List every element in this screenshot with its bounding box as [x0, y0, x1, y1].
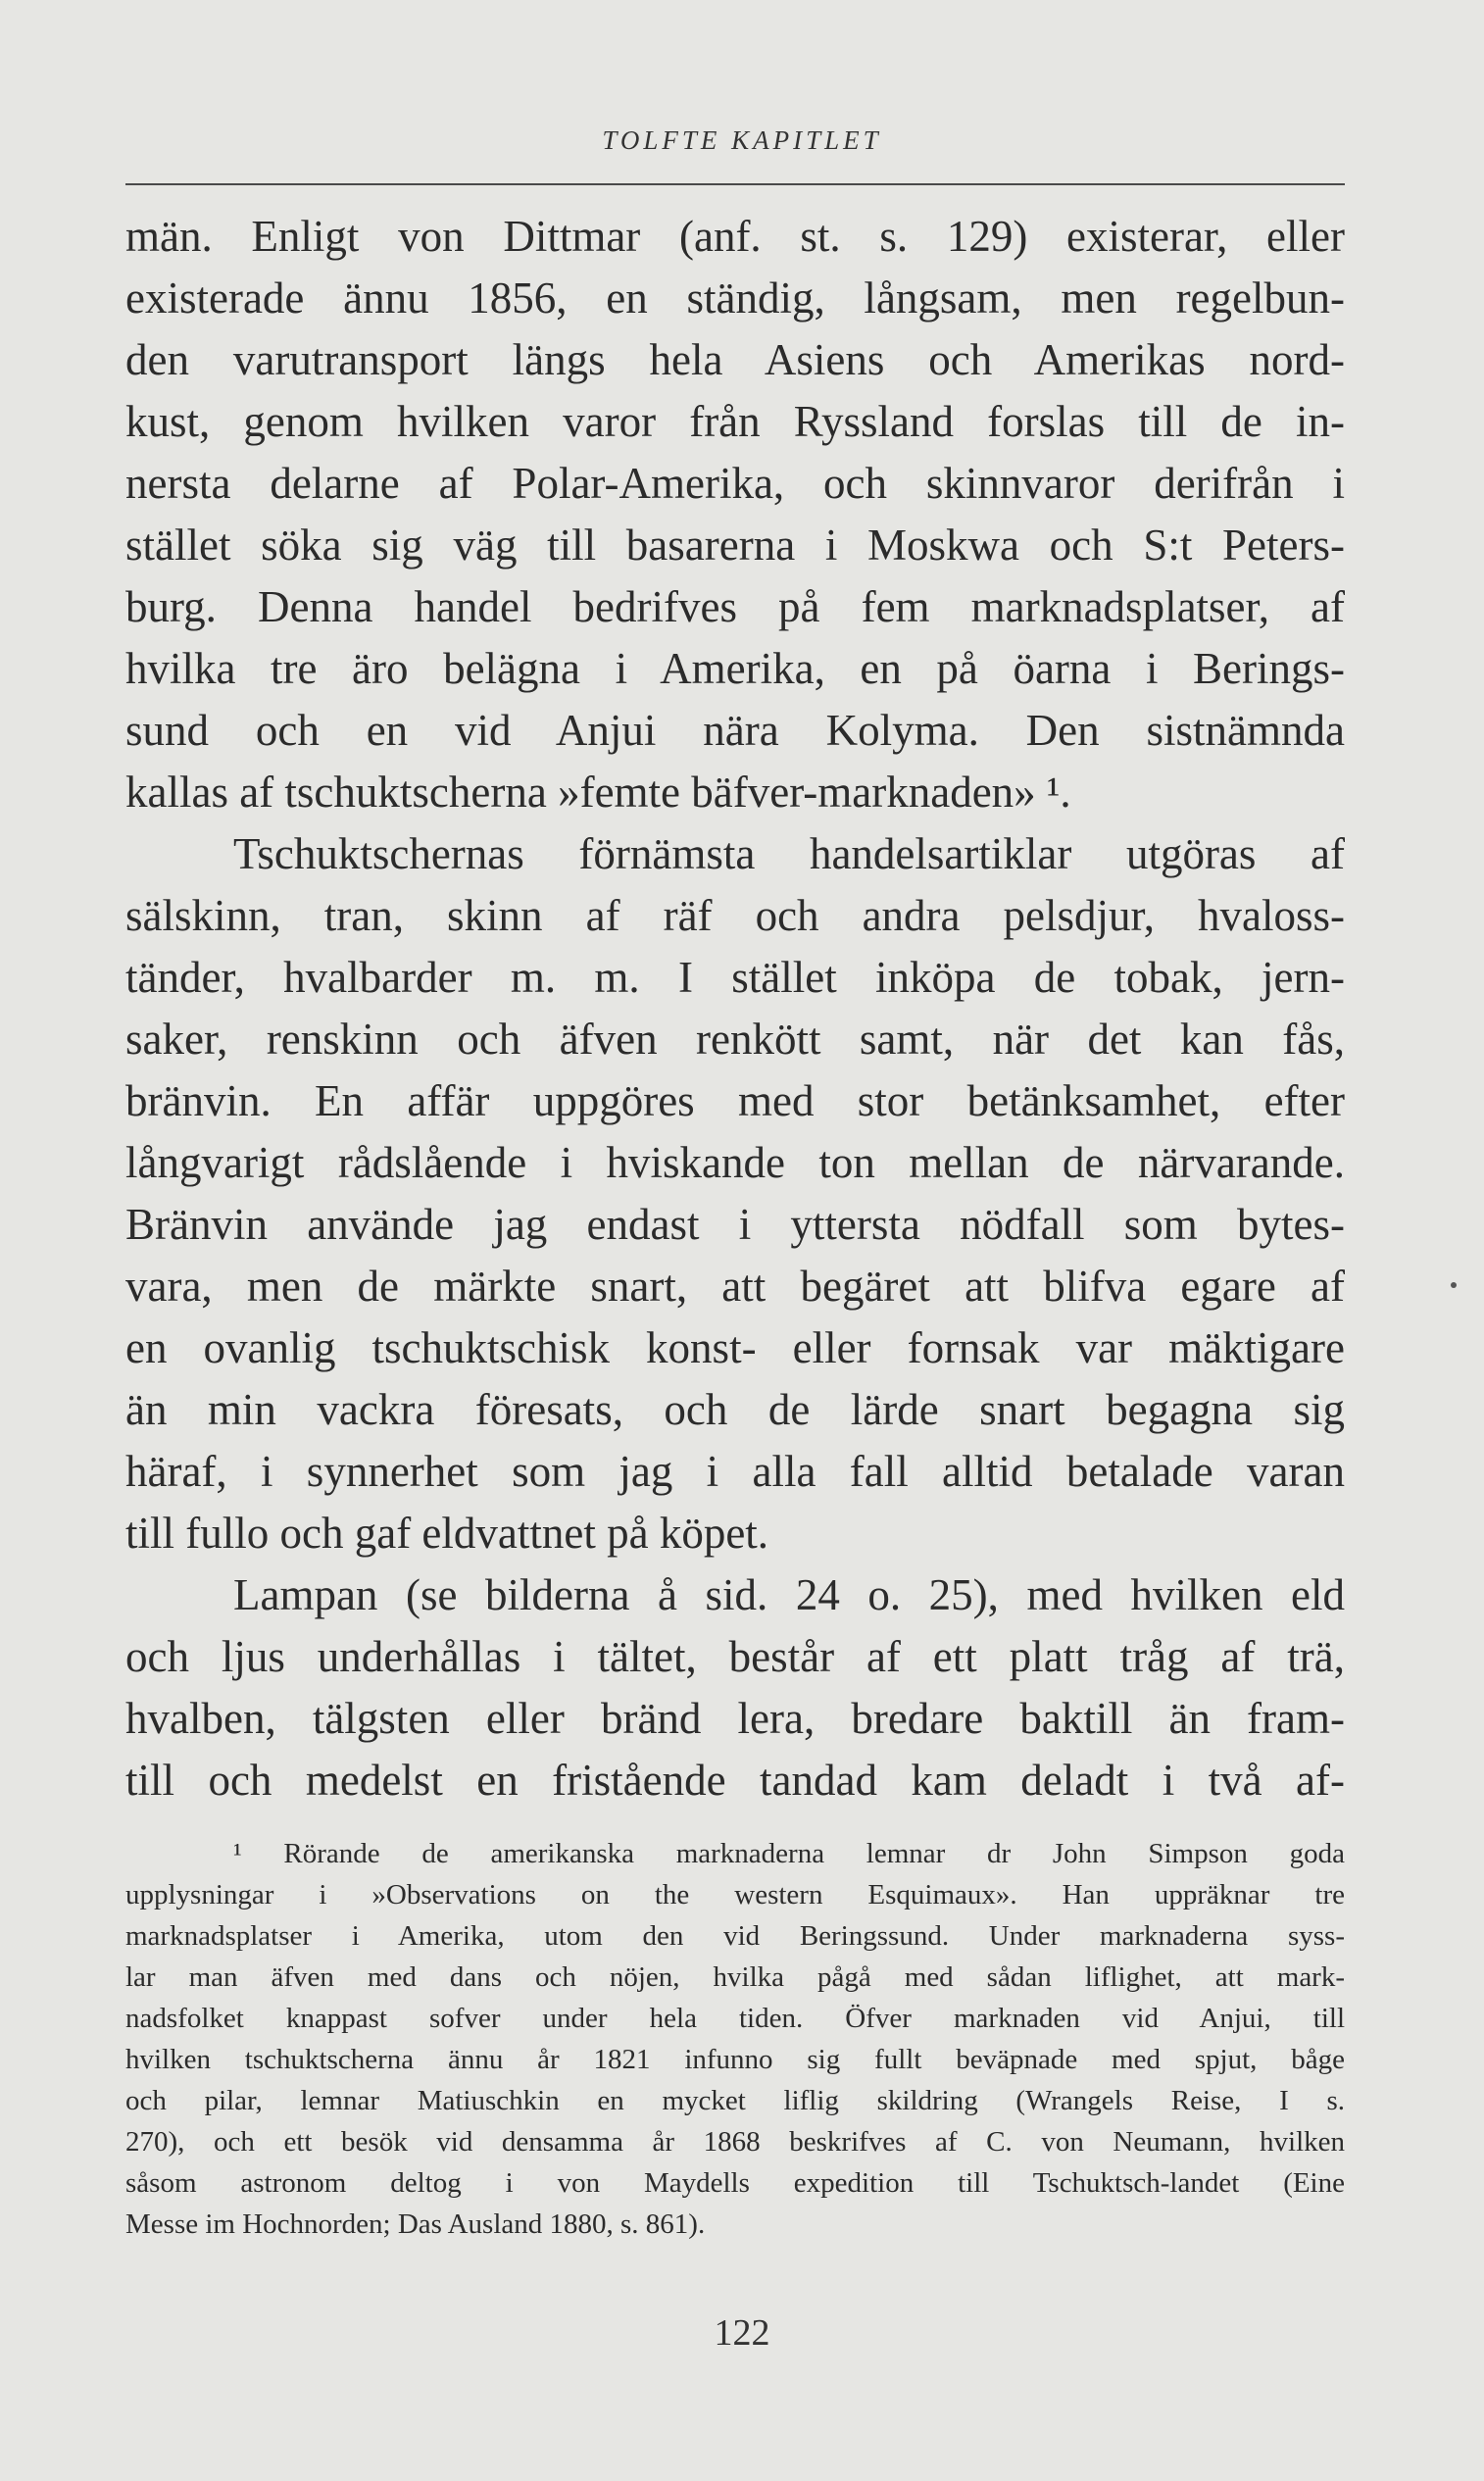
text-line: Tschuktschernas förnämsta handelsartiklar utgöras af — [233, 829, 1345, 878]
footnote-line: 270), och ett besök vid densamma år 1868 beskrifves af C. von Neumann, hvilken — [125, 2126, 1345, 2158]
footnote-line: såsom astronom deltog i von Maydells expedition till Tschuktsch-landet (Eine — [125, 2167, 1345, 2199]
text-line: vara, men de märkte snart, att begäret att blifva egare af — [125, 1262, 1345, 1311]
header-rule — [125, 183, 1345, 185]
text-line: män. Enligt von Dittmar (anf. st. s. 129) existerar, eller — [125, 212, 1345, 261]
margin-speck — [1451, 1282, 1457, 1288]
footnote-line: nadsfolket knappast sofver under hela tiden. Öfver marknaden vid Anjui, till — [125, 2003, 1345, 2034]
footnote-line: marknadsplatser i Amerika, utom den vid Beringssund. Under marknaderna syss- — [125, 1920, 1345, 1952]
text-line: saker, renskinn och äfven renkött samt, när det kan fås, — [125, 1015, 1345, 1064]
text-line: än min vackra föresats, och de lärde snart begagna sig — [125, 1385, 1345, 1434]
running-head: TOLFTE KAPITLET — [602, 125, 882, 155]
text-line: häraf, i synnerhet som jag i alla fall alltid betalade varan — [125, 1447, 1345, 1496]
footnote-line: upplysningar i »Observations on the western Esquimaux». Han uppräknar tre — [125, 1879, 1345, 1910]
text-line: nersta delarne af Polar-Amerika, och skinnvaror derifrån i — [125, 459, 1345, 508]
page-number: 122 — [714, 2312, 770, 2354]
footnote-line: hvilken tschuktscherna ännu år 1821 infunno sig fullt beväpnade med spjut, båge — [125, 2044, 1345, 2075]
text-line: sälskinn, tran, skinn af räf och andra pelsdjur, hvaloss- — [125, 891, 1345, 940]
footnote-line: och pilar, lemnar Matiuschkin en mycket liflig skildring (Wrangels Reise, I s. — [125, 2085, 1345, 2116]
text-line: och ljus underhållas i tältet, består af ett platt tråg af trä, — [125, 1632, 1345, 1681]
footnote-line: Messe im Hochnorden; Das Ausland 1880, s. 861). — [125, 2208, 706, 2240]
text-line: Lampan (se bilderna å sid. 24 o. 25), med hvilken eld — [233, 1570, 1345, 1619]
main-text — [125, 206, 1345, 1811]
text-line: tänder, hvalbarder m. m. I stället inköpa de tobak, jern- — [125, 953, 1345, 1002]
text-line: kust, genom hvilken varor från Ryssland forslas till de in- — [125, 397, 1345, 446]
text-line: hvalben, tälgsten eller bränd lera, bredare baktill än fram- — [125, 1694, 1345, 1743]
text-line: hvilka tre äro belägna i Amerika, en på öarna i Berings- — [125, 644, 1345, 693]
text-line: Bränvin använde jag endast i yttersta nödfall som bytes- — [125, 1200, 1345, 1249]
footnotes — [125, 1833, 1345, 2245]
text-line: en ovanlig tschuktschisk konst- eller fornsak var mäktigare — [125, 1323, 1345, 1372]
text-line: till fullo och gaf eldvattnet på köpet. — [125, 1509, 769, 1558]
text-line: den varutransport längs hela Asiens och Amerikas nord- — [125, 335, 1345, 384]
footnote-line: ¹ Rörande de amerikanska marknaderna lemnar dr John Simpson goda — [233, 1838, 1345, 1869]
text-line: sund och en vid Anjui nära Kolyma. Den sistnämnda — [125, 706, 1345, 755]
text-line: till och medelst en fristående tandad kam deladt i två af- — [125, 1756, 1345, 1805]
text-line: bränvin. En affär uppgöres med stor betänksamhet, efter — [125, 1076, 1345, 1125]
text-line: burg. Denna handel bedrifves på fem marknadsplatser, af — [125, 582, 1345, 631]
footnote-line: lar man äfven med dans och nöjen, hvilka pågå med sådan liflighet, att mark- — [125, 1961, 1345, 1993]
text-line: existerade ännu 1856, en ständig, långsam, men regelbun- — [125, 273, 1345, 323]
text-line: stället söka sig väg till basarerna i Moskwa och S:t Peters- — [125, 521, 1345, 570]
text-line: kallas af tschuktscherna »femte bäfver-marknaden» ¹. — [125, 768, 1071, 817]
text-line: långvarigt rådslående i hviskande ton mellan de närvarande. — [125, 1138, 1345, 1187]
